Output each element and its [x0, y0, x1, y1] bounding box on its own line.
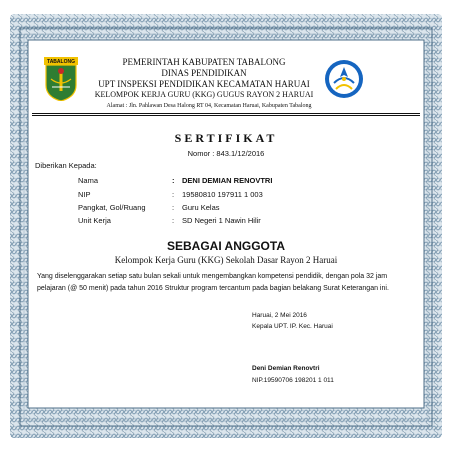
field-row-nama: [78, 176, 272, 187]
header-address: Alamat : Jln. Pahlawan Desa Halong RT 04, Kecamatan Haruai, Kabupaten Tabalong: [106, 103, 312, 109]
emblem-label: TABALONG: [47, 59, 75, 66]
signature-position: Kepala UPT. IP. Kec. Haruai: [252, 323, 333, 330]
field-colon: :: [172, 176, 175, 185]
as-member-heading: SEBAGAI ANGGOTA: [166, 239, 285, 253]
field-label: Unit Kerja: [78, 216, 111, 225]
field-label: Nama: [78, 176, 99, 185]
body-paragraph: Yang diselenggarakan setiap satu bulan sekali untuk mengembangkan kompetensi pendidik, dengan pola 32 jam pelajaran (@ 50 menit) pada tahun 2016 Struktur program tercantum pada bagian belakang Surat Keterangan ini.: [37, 273, 389, 292]
certificate-number: Nomor : 843.1/12/2016: [187, 149, 265, 158]
field-label: NIP: [78, 190, 91, 199]
header-divider-thin: [32, 115, 420, 116]
kkg-line: Kelompok Kerja Guru (KKG) Sekolah Dasar Rayon 2 Haruai: [114, 255, 338, 265]
field-colon: :: [172, 216, 175, 225]
header-line-1: PEMERINTAH KABUPATEN TABALONG: [122, 57, 286, 67]
field-colon: :: [172, 203, 175, 212]
signature-place-date: Haruai, 2 Mei 2016: [252, 312, 307, 319]
field-row-unit-kerja: [78, 216, 261, 227]
certificate-title: SERTIFIKAT: [174, 131, 278, 145]
signature-nip: NIP.19590706 198201 1 011: [252, 377, 334, 384]
field-row-nip: [78, 190, 263, 201]
header-line-3: UPT INSPEKSI PENDIDIKAN KECAMATAN HARUAI: [98, 79, 310, 89]
field-value: 19580810 197911 1 003: [182, 190, 263, 199]
field-colon: :: [172, 190, 175, 199]
field-value: DENI DEMIAN RENOVTRI: [182, 176, 273, 185]
signature-name: Deni Demian Renovtri: [252, 365, 320, 372]
field-label: Pangkat, Gol/Ruang: [78, 203, 146, 212]
header-line-4: KELOMPOK KERJA GURU (KKG) GUGUS RAYON 2 HARUAI: [94, 90, 314, 99]
header-divider: [32, 113, 420, 114]
tut-wuri-handayani-icon: [324, 59, 364, 99]
certificate-body: [32, 45, 420, 403]
given-to-label: Diberikan Kepada:: [35, 161, 97, 170]
field-value: Guru Kelas: [182, 203, 220, 212]
field-row-pangkat: [78, 203, 220, 214]
field-value: SD Negeri 1 Nawin Hilir: [182, 216, 261, 225]
header-line-2: DINAS PENDIDIKAN: [161, 68, 247, 78]
tabalong-emblem-icon: [44, 57, 78, 101]
